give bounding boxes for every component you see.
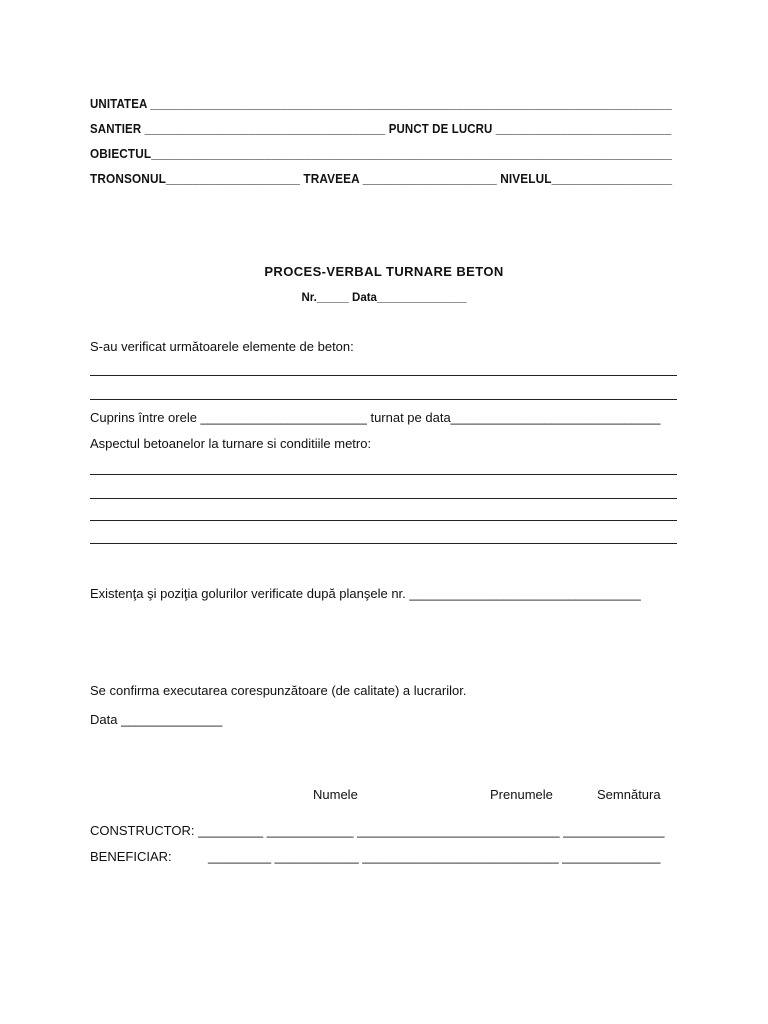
blank-line xyxy=(90,399,677,400)
blank-line xyxy=(90,474,677,475)
field-santier-punct-de-lucru: SANTIER _____________________________________ PUNCT DE LUCRU ___________________________ xyxy=(90,122,672,136)
blank-line xyxy=(90,498,677,499)
field-obiectul: OBIECTUL______________________________________________________________________________ xyxy=(90,147,673,161)
date-line: Data ______________ xyxy=(90,712,223,727)
column-header-prenumele: Prenumele xyxy=(490,787,553,802)
blank-line xyxy=(90,543,677,544)
number-date-line: Nr._____ Data______________ xyxy=(301,292,467,304)
field-tronsonul-traveea-nivelul: TRONSONUL____________________ TRAVEEA ____________________ NIVELUL__________________ xyxy=(90,172,673,186)
column-header-semnatura: Semnătura xyxy=(597,787,661,802)
concrete-aspect-label: Aspectul betoanelor la turnare si conditiile metro: xyxy=(90,436,372,451)
blank-line xyxy=(90,520,677,521)
blank-line xyxy=(90,375,677,376)
document-title: PROCES-VERBAL TURNARE BETON xyxy=(264,264,504,279)
column-header-numele: Numele xyxy=(313,787,358,802)
verified-elements-label: S-au verificat următoarele elemente de beton: xyxy=(90,339,354,354)
voids-verification-line: Existenţa şi poziţia golurilor verificate după planşele nr. ________________________________ xyxy=(90,586,641,601)
confirmation-statement: Se confirma executarea corespunzătoare (de calitate) a lucrarilor. xyxy=(90,683,467,698)
hours-date-line: Cuprins între orele _______________________ turnat pe data_____________________________ xyxy=(90,410,661,425)
field-unitatea: UNITATEA ________________________________________________________________________________ xyxy=(90,97,672,111)
beneficiar-fields: _________ ____________ ____________________________ ______________ xyxy=(208,849,661,864)
beneficiar-label: BENEFICIAR: xyxy=(90,849,172,864)
constructor-row: CONSTRUCTOR: _________ ____________ ____________________________ ______________ xyxy=(90,823,665,838)
